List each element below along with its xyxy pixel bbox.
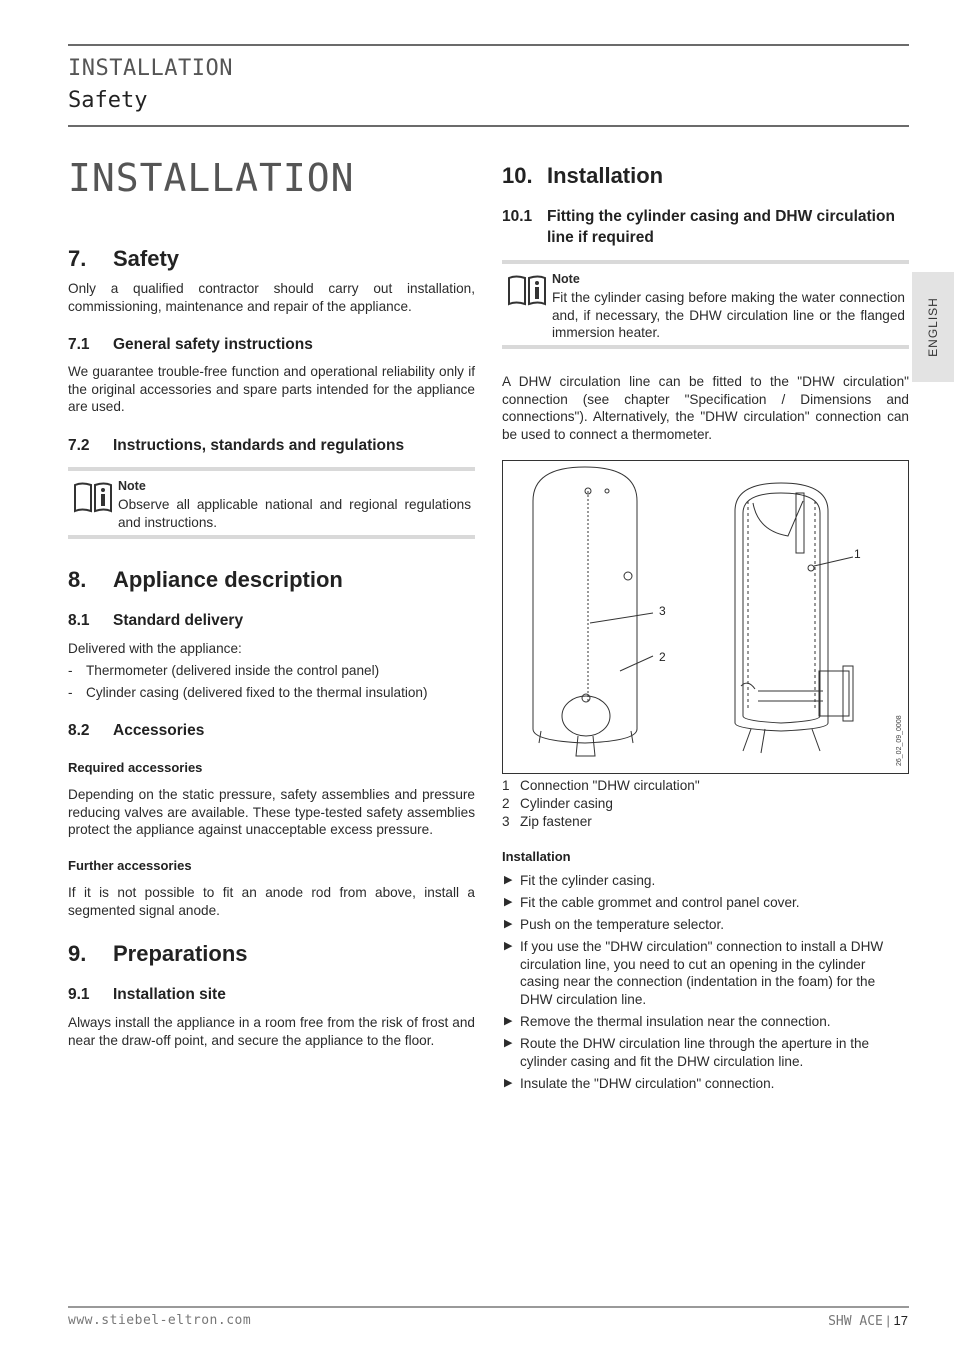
callout-2: 2 (659, 650, 666, 664)
section-9-title: Preparations (113, 941, 248, 966)
further-accessories-text: If it is not possible to fit an anode rod from above, install a segmented signal anode. (68, 885, 475, 918)
note-text: Observe all applicable national and regional regulations and instructions. (118, 497, 471, 530)
section-8-1-heading (68, 612, 475, 630)
further-accessories-heading: Further accessories (68, 858, 192, 873)
note-text: Fit the cylinder casing before making the water connection and, if necessary, the DHW circulation line or the flanged immersion heater. (552, 290, 905, 341)
callout-3: 3 (659, 604, 666, 618)
section-9-1-text: Always install the appliance in a room free from the risk of frost and near the draw-off point, and secure the appliance to the floor. (68, 1015, 475, 1048)
figure-code: 26_02_09_0008 (896, 715, 903, 766)
section-10-heading (502, 163, 909, 189)
header-section: Safety (68, 88, 148, 113)
installation-steps-heading: Installation (502, 849, 571, 864)
section-10-title: Installation (547, 163, 664, 188)
footer-product: SHW ACE (828, 1314, 883, 1329)
section-10-1-title-line2: line if required (547, 229, 654, 246)
section-7-1-heading (68, 336, 475, 354)
section-8-number: 8. (68, 567, 87, 592)
footer-url: www.stiebel-eltron.com (68, 1313, 252, 1328)
section-8-heading (68, 567, 475, 593)
footer-separator: | (886, 1313, 890, 1328)
required-accessories-heading: Required accessories (68, 760, 203, 775)
section-9-1-number: 9.1 (68, 986, 90, 1003)
section-7-2-number: 7.2 (68, 437, 90, 454)
section-7-heading (68, 246, 475, 272)
header-chapter: INSTALLATION (68, 56, 233, 81)
required-accessories-text: Depending on the static pressure, safety assemblies and pressure reducing valves are available. These type-tested safety assemblies protect the appliance against unacceptable excess pressure. (68, 787, 475, 838)
section-8-title: Appliance description (113, 567, 343, 592)
section-10-1-heading (502, 208, 909, 247)
language-tab-label: ENGLISH (926, 297, 940, 357)
section-8-1-number: 8.1 (68, 612, 90, 629)
page-title: INSTALLATION (68, 156, 355, 200)
language-tab (912, 272, 954, 382)
section-9-heading (68, 941, 475, 967)
section-8-2-heading (68, 722, 475, 740)
header-bottom-rule (68, 125, 909, 127)
note-title: Note (552, 272, 580, 286)
note-box-regulations (68, 467, 475, 539)
footer-rule (68, 1306, 909, 1308)
section-8-1-title: Standard delivery (113, 612, 244, 629)
section-8-2-title: Accessories (113, 722, 205, 739)
section-10-1-number: 10.1 (502, 208, 533, 225)
section-7-2-heading (68, 437, 475, 455)
cylinder-illustration (503, 461, 908, 773)
section-7-2-title: Instructions, standards and regulations (113, 437, 405, 454)
section-9-number: 9. (68, 941, 87, 966)
section-9-1-heading (68, 986, 475, 1004)
note-box-casing (502, 260, 909, 349)
section-7-1-text: We guarantee trouble-free function and operational reliability only if the original accessories and spare parts intended for the appliance are used. (68, 364, 475, 415)
section-8-1-intro: Delivered with the appliance: (68, 641, 242, 656)
delivery-list: - Thermometer (delivered inside the control panel) - Cylinder casing (delivered fixed to the thermal insulation) (68, 663, 428, 700)
cylinder-figure (502, 460, 909, 774)
section-7-number: 7. (68, 246, 87, 271)
note-title: Note (118, 479, 146, 493)
section-7-1-title: General safety instructions (113, 336, 313, 353)
section-9-1-title: Installation site (113, 986, 226, 1003)
installation-steps: ▶ Fit the cylinder casing. ▶ Fit the cable grommet and control panel cover. ▶ Push on the temperature selector. ▶ If you use the "DHW circulation" connection to install a DHW circulation line, you need to cut an opening in the cylinder casing near the connection (indentation in the foam) for the DHW circulation line. ▶ Remove the thermal insulation near the connection. ▶ Route the DHW circulation line through the aperture in the cylinder casing and fit the DHW circulation line. ▶ Insulate the "DHW circulation" connection. (504, 873, 884, 1091)
section-7-title: Safety (113, 246, 180, 271)
section-8-2-number: 8.2 (68, 722, 90, 739)
info-book-icon (72, 481, 114, 513)
page-number: 17 (893, 1313, 908, 1328)
callout-1: 1 (854, 547, 861, 561)
footer-page-info (828, 1313, 908, 1329)
section-7-1-number: 7.1 (68, 336, 90, 353)
header-top-rule (68, 44, 909, 46)
section-10-1-title-line1: Fitting the cylinder casing and DHW circulation (547, 208, 895, 225)
section-7-intro: Only a qualified contractor should carry out installation, commissioning, maintenance and repair of the appliance. (68, 281, 475, 314)
info-book-icon (506, 274, 548, 306)
section-10-number: 10. (502, 163, 533, 188)
section-10-1-text: A DHW circulation line can be fitted to the "DHW circulation" connection (see chapter "Specification / Dimensions and connections"). Alternatively, the "DHW circulation" connection can be used to connect a thermometer. (502, 374, 909, 442)
